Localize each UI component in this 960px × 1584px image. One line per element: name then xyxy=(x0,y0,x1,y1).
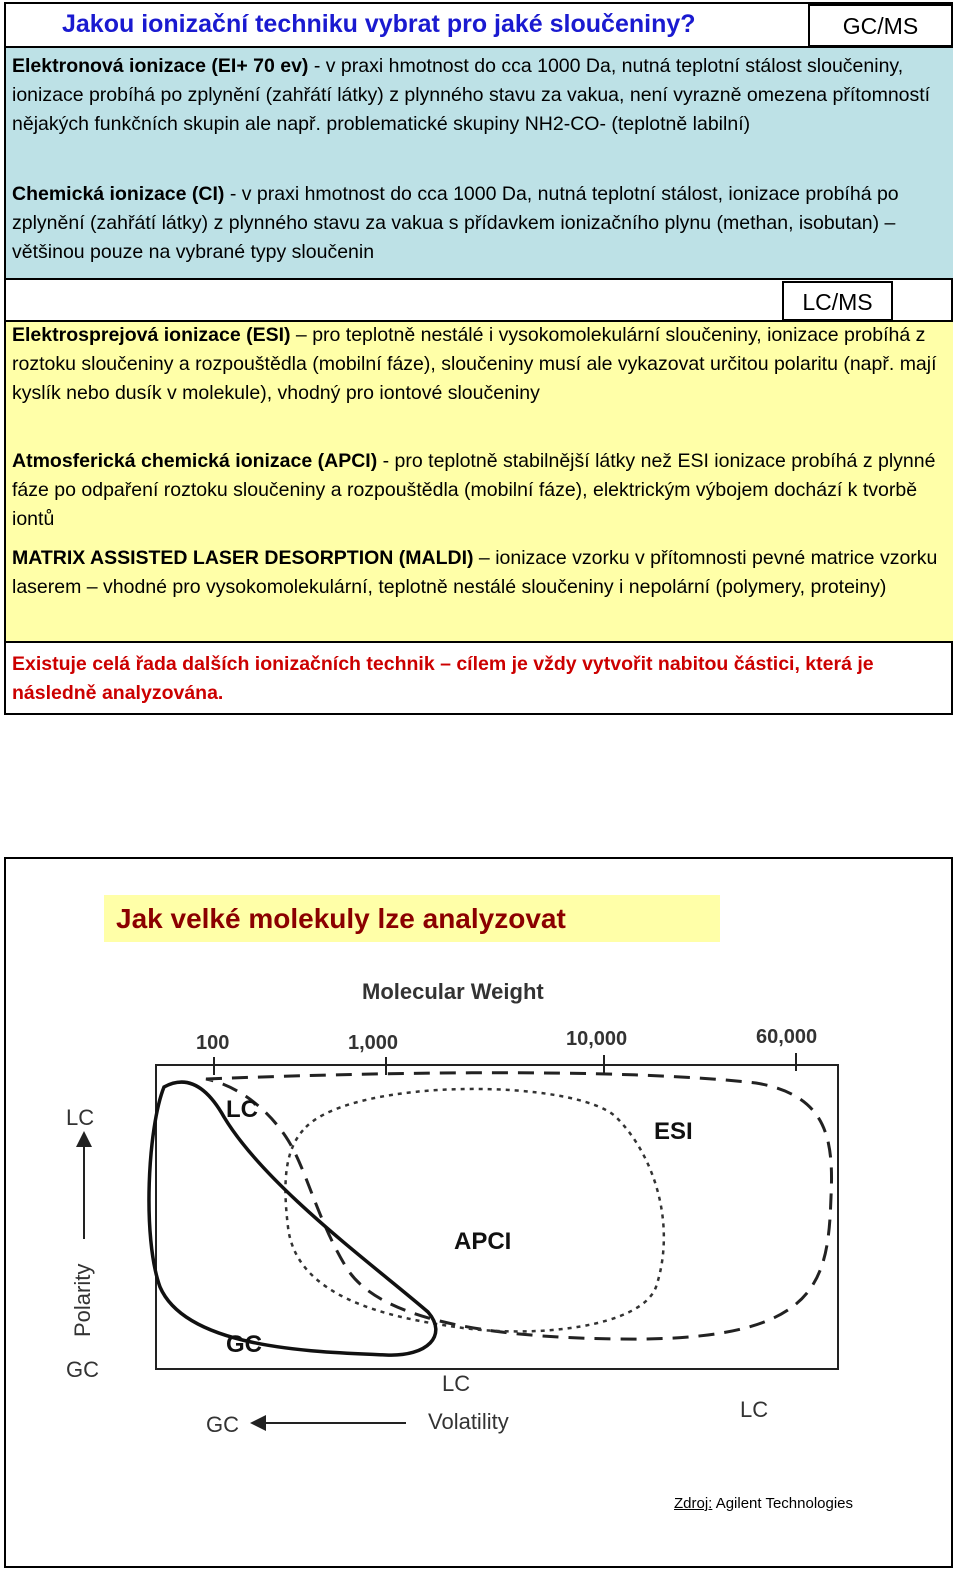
ci-paragraph xyxy=(12,180,942,267)
volatility-axis-title: Volatility xyxy=(428,1409,509,1434)
esi-region-label: ESI xyxy=(654,1118,693,1145)
mw-axis-title: Molecular Weight xyxy=(362,979,544,1004)
molecule-size-slide xyxy=(4,857,953,1568)
polarity-axis-title: Polarity xyxy=(70,1263,95,1337)
polarity-low-label: GC xyxy=(66,1357,99,1382)
ei-paragraph xyxy=(12,52,942,139)
polarity-high-label: LC xyxy=(66,1105,95,1130)
volatility-low-label: LC xyxy=(740,1397,769,1422)
lcms-section xyxy=(6,320,953,643)
apci-name: Atmosferická chemická ionizace (APCI) xyxy=(12,450,378,472)
ionization-range-diagram xyxy=(56,967,874,1467)
apci-region-label: APCI xyxy=(454,1228,512,1255)
source-label: Zdroj: xyxy=(674,1495,713,1512)
polarity-arrow-head xyxy=(76,1131,92,1147)
apci-text: - pro teplotně stabilnější látky než ESI ionizace probíhá z plynné fáze po odpaření roztoku sloučeniny a rozpouštědla (mobilní fáze), elektrickým výbojem dochází k tvorbě iontů xyxy=(12,450,936,530)
maldi-paragraph xyxy=(12,544,942,602)
ci-name: Chemická ionizace (CI) xyxy=(12,183,225,205)
slide-title: Jakou ionizační techniku vybrat pro jaké sloučeniny? xyxy=(62,10,696,38)
mw-tick-1000: 1,000 xyxy=(348,1032,399,1054)
ei-name: Elektronová ionizace (EI+ 70 ev) xyxy=(12,55,309,77)
gcms-tag: GC/MS xyxy=(808,4,953,47)
esi-text: – pro teplotně nestálé i vysokomolekulární sloučeniny, ionizace probíhá z roztoku sloučeniny a rozpouštědla (mobilní fáze), sloučeniny musí ale vykazovat určitou polaritu (např. mají kyslík nebo dusík v molekule), vhodný pro iontové sloučeniny xyxy=(12,324,937,404)
mw-tick-10000: 10,000 xyxy=(566,1028,628,1050)
slide2-title: Jak velké molekuly lze analyzovat xyxy=(104,895,720,942)
source-credit xyxy=(674,1495,853,1512)
lcms-tag: LC/MS xyxy=(782,281,893,321)
apci-paragraph xyxy=(12,447,942,534)
plot-frame xyxy=(156,1065,838,1369)
apci-region xyxy=(285,1089,663,1332)
lc-lower-label: LC xyxy=(442,1371,471,1396)
source-name: Agilent Technologies xyxy=(715,1495,854,1512)
maldi-text: – ionizace vzorku v přítomnosti pevné matrice vzorku laserem – vhodné pro vysokomolekulární, teplotně nestálé sloučeniny i nepolární (polymery, proteiny) xyxy=(12,547,938,598)
ei-text: - v praxi hmotnost do cca 1000 Da, nutná teplotní stálost sloučeniny, ionizace probíhá po zplynění (zahřátí látky) z plynného stavu za vakua, není vyrazně omezena přítomností nějakých funkčních skupin ale např. problematické skupiny NH2-CO- (teplotně labilní) xyxy=(12,55,931,135)
mw-tick-60000: 60,000 xyxy=(756,1026,818,1048)
ci-text: - v praxi hmotnost do cca 1000 Da, nutná teplotní stálost, ionizace probíhá po zplynění (zahřátí látky) z plynného stavu za vakua s přídavkem ionizačního plynu (methan, isobutan) – většinou pouze na vybrané typy sloučenin xyxy=(12,183,899,263)
esi-paragraph xyxy=(12,321,942,408)
ionization-slide xyxy=(4,2,953,715)
maldi-name: MATRIX ASSISTED LASER DESORPTION (MALDI) xyxy=(12,547,474,569)
volatility-high-label: GC xyxy=(206,1412,239,1437)
mw-tick-100: 100 xyxy=(196,1032,230,1054)
esi-name: Elektrosprejová ionizace (ESI) xyxy=(12,324,291,346)
conclusion-text: Existuje celá řada dalších ionizačních technik – cílem je vždy vytvořit nabitou částici, která je následně analyzována. xyxy=(12,653,874,704)
volatility-arrow-head xyxy=(250,1415,266,1431)
gc-region-label: GC xyxy=(226,1331,262,1358)
gcms-section xyxy=(6,46,953,280)
lc-region-label: LC xyxy=(226,1096,258,1123)
